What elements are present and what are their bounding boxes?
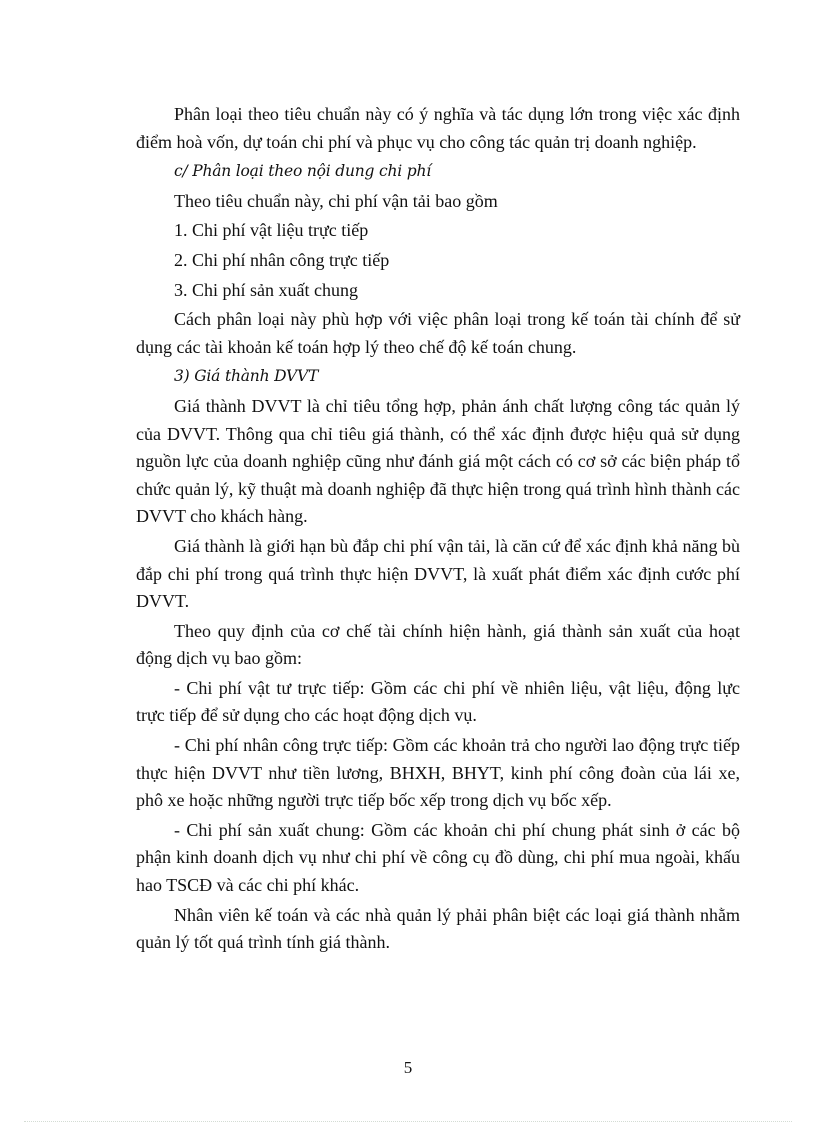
page-break-divider bbox=[24, 1121, 792, 1122]
paragraph-regulation-intro: Theo quy định của cơ chế tài chính hiện hành, giá thành sản xuất của hoạt động dịch vụ bao gồm: bbox=[136, 620, 740, 669]
list-item-labor-cost: 2. Chi phí nhân công trực tiếp bbox=[174, 249, 390, 270]
list-item-material-cost: 1. Chi phí vật liệu trực tiếp bbox=[174, 220, 369, 241]
document-body bbox=[136, 101, 740, 957]
paragraph-conclusion: Nhân viên kế toán và các nhà quản lý phải phân biệt các loại giá thành nhằm quản lý tốt quá trình tính giá thành. bbox=[136, 904, 740, 953]
paragraph-general-production: - Chi phí sản xuất chung: Gồm các khoản chi phí chung phát sinh ở các bộ phận kinh doanh dịch vụ như chi phí về công cụ đồ dùng, chi phí mua ngoài, khấu hao TSCĐ và các chi phí khác. bbox=[136, 819, 740, 896]
paragraph-service-cost-definition: Giá thành DVVT là chỉ tiêu tổng hợp, phản ánh chất lượng công tác quản lý của DVVT. Thông qua chỉ tiêu giá thành, có thể xác định được hiệu quả sử dụng nguồn lực của doanh nghiệp cũng như đánh giá một cách có cơ sở các biện pháp tổ chức quản lý, kỹ thuật mà doanh nghiệp đã thực hiện trong quá trình hình thành các DVVT cho khách hàng. bbox=[136, 395, 740, 527]
page-number: 5 bbox=[403, 1058, 413, 1077]
paragraph-classification-meaning: Phân loại theo tiêu chuẩn này có ý nghĩa và tác dụng lớn trong việc xác định điểm hoà vốn, dự toán chi phí và phục vụ cho công tác quản trị doanh nghiệp. bbox=[136, 104, 740, 152]
list-item-overhead-cost: 3. Chi phí sản xuất chung bbox=[174, 279, 358, 300]
heading-service-cost: 3) Giá thành DVVT bbox=[174, 367, 319, 386]
paragraph-classification-fit: Cách phân loại này phù hợp với việc phân loại trong kế toán tài chính để sử dụng các tài khoản kế toán hợp lý theo chế độ kế toán chung. bbox=[136, 309, 740, 357]
paragraph-direct-material: - Chi phí vật tư trực tiếp: Gồm các chi phí về nhiên liệu, vật liệu, động lực trực tiếp để sử dụng cho các hoạt động dịch vụ. bbox=[136, 677, 740, 726]
paragraph-cost-limit: Giá thành là giới hạn bù đắp chi phí vận tải, là căn cứ để xác định khả năng bù đắp chi phí trong quá trình thực hiện DVVT, là xuất phát điểm xác định cước phí DVVT. bbox=[136, 535, 740, 612]
paragraph-direct-labor: - Chi phí nhân công trực tiếp: Gồm các khoản trả cho người lao động trực tiếp thực hiện DVVT như tiền lương, BHXH, BHYT, kinh phí công đoàn của lái xe, phô xe hoặc những người trực tiếp bốc xếp trong dịch vụ bốc xếp. bbox=[136, 735, 740, 811]
heading-classification-by-content: c/ Phân loại theo nội dung chi phí bbox=[174, 162, 431, 181]
paragraph-transport-costs-intro: Theo tiêu chuẩn này, chi phí vận tải bao gồm bbox=[174, 190, 498, 211]
